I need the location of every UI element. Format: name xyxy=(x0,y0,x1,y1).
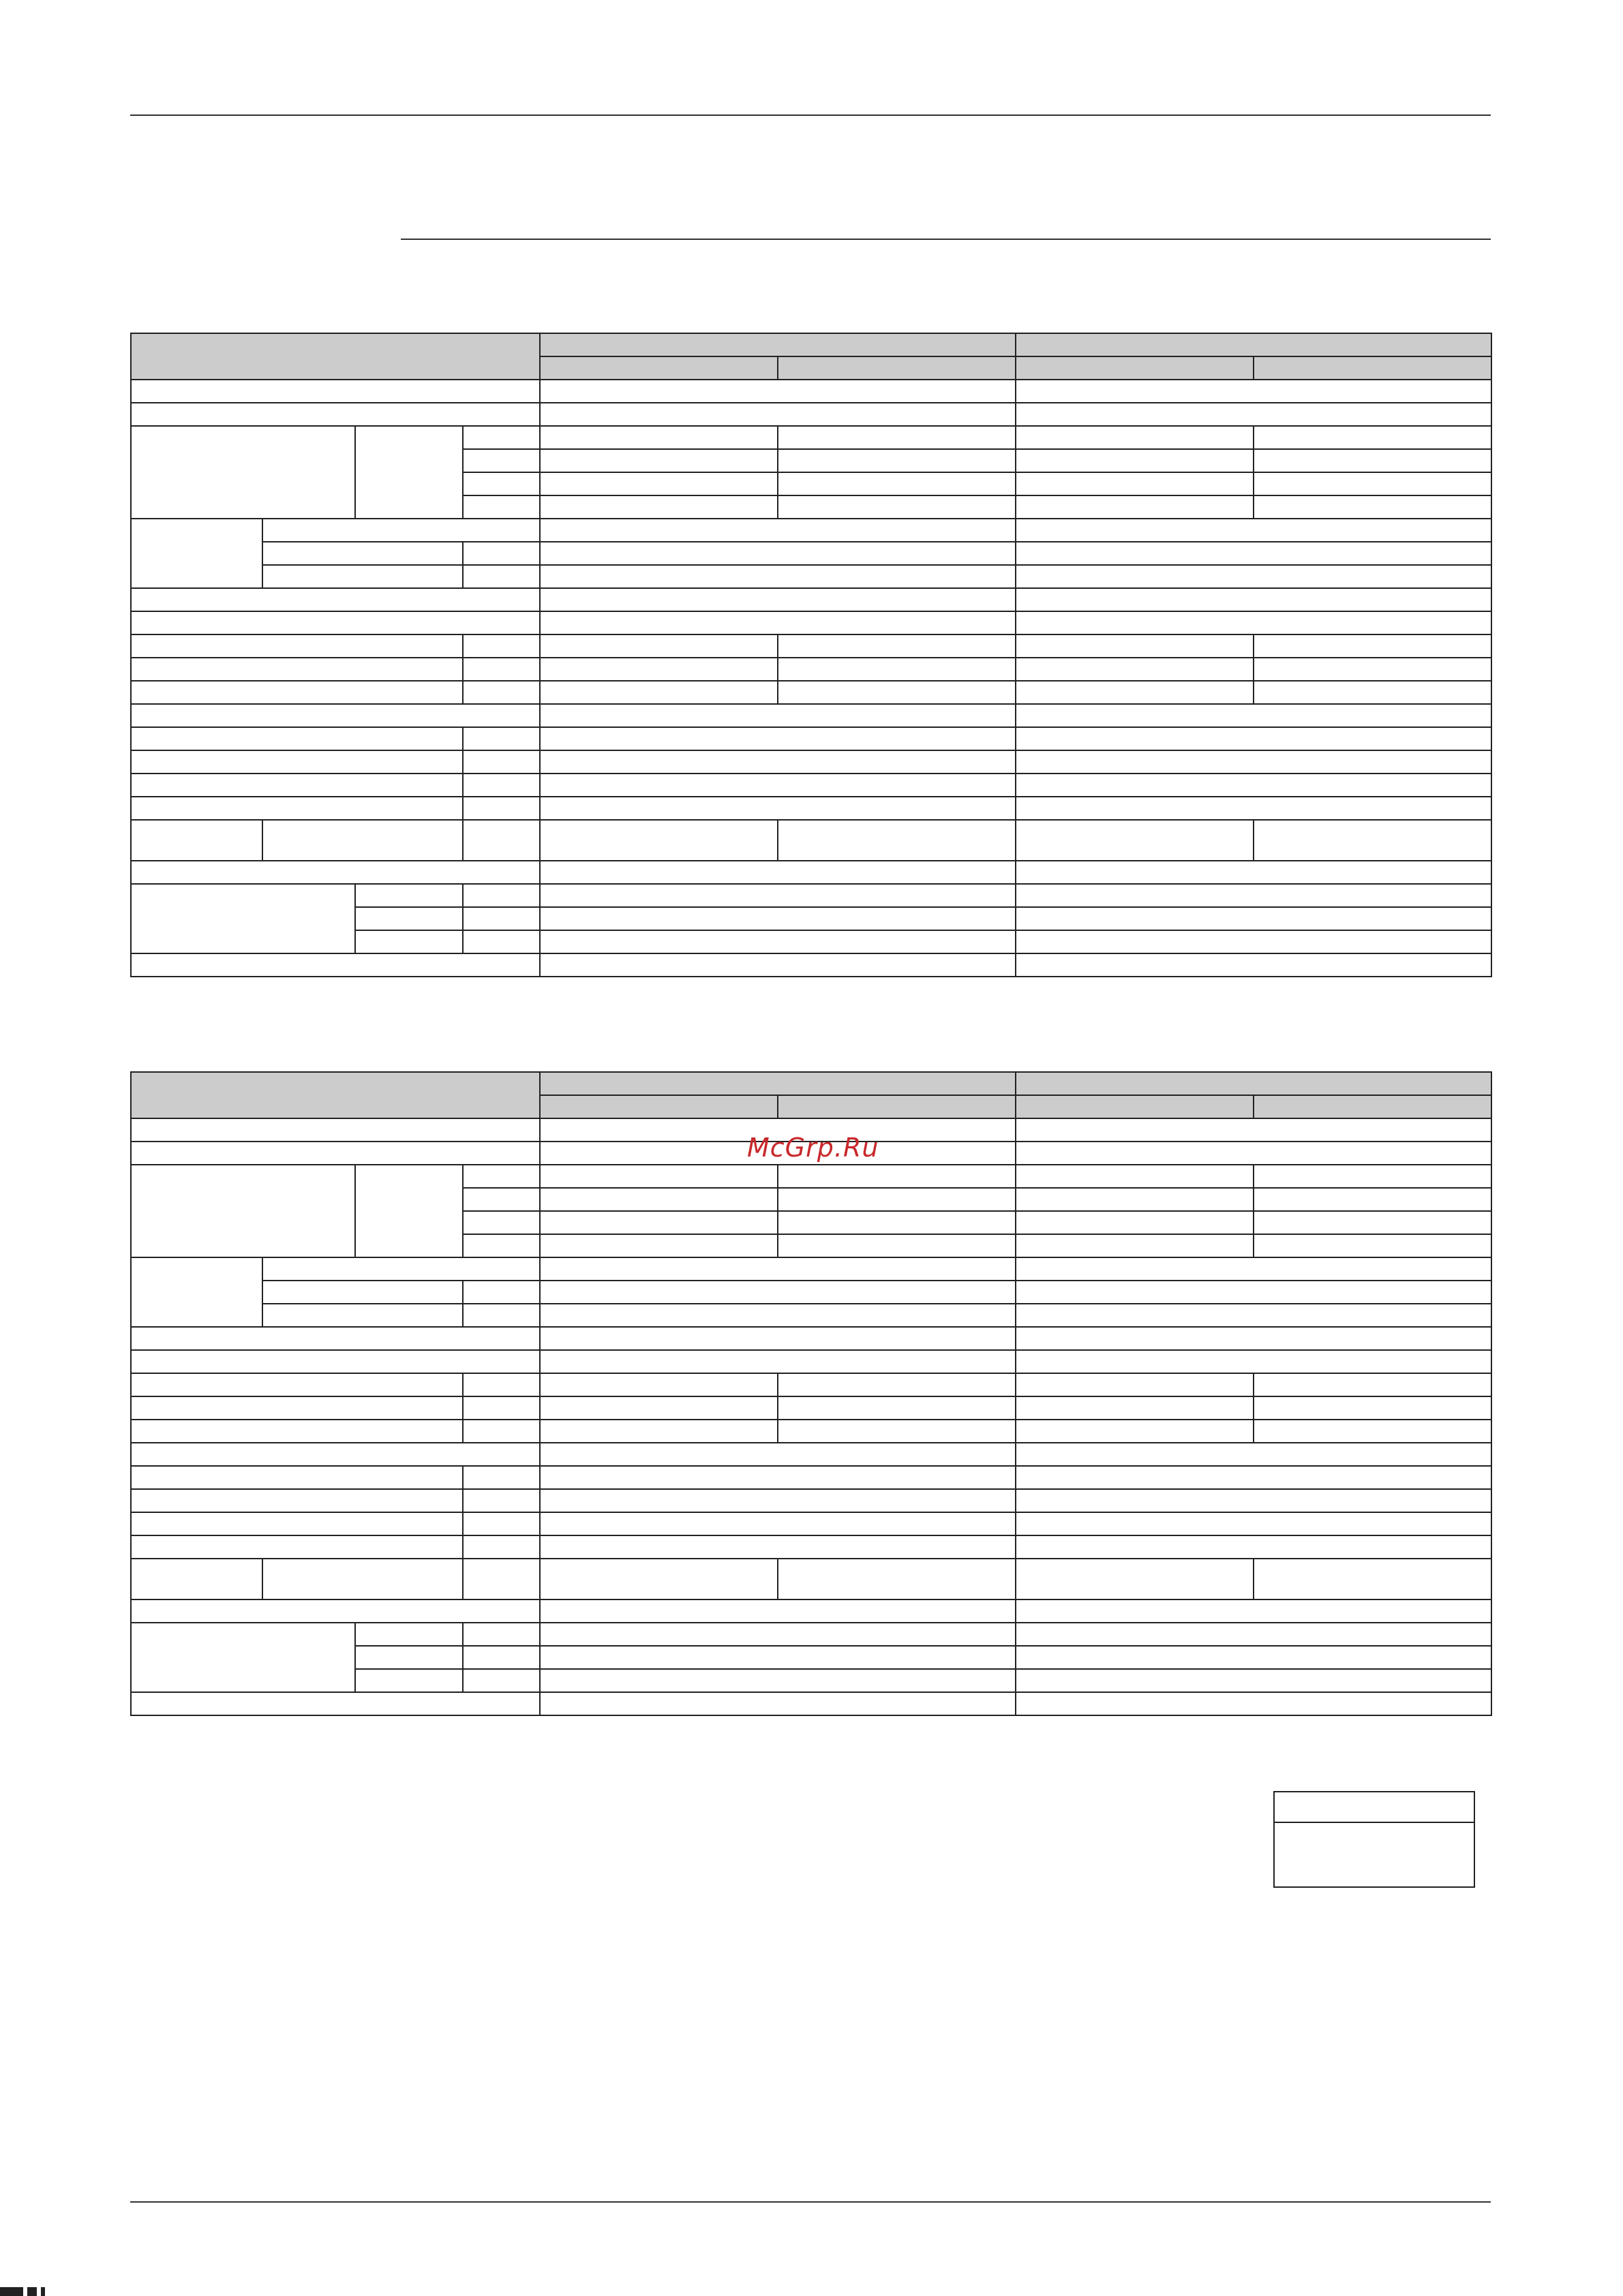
header-model-a xyxy=(540,1072,1016,1095)
table-row xyxy=(131,403,1491,426)
table-row xyxy=(131,611,1491,634)
table-row xyxy=(131,727,1491,750)
table-row xyxy=(131,1489,1491,1512)
table-row xyxy=(131,1443,1491,1466)
table-row xyxy=(131,1396,1491,1420)
table-row xyxy=(131,1466,1491,1489)
table-row xyxy=(131,953,1491,977)
table-row xyxy=(131,1535,1491,1559)
top-rule xyxy=(130,114,1491,116)
header-row xyxy=(131,1072,1491,1095)
table-row xyxy=(131,634,1491,658)
header-model-a xyxy=(540,333,1016,356)
header-label-cell xyxy=(131,1072,540,1118)
header-row xyxy=(131,333,1491,356)
watermark-text: McGrp.Ru xyxy=(747,1133,879,1163)
note-box-divider xyxy=(1275,1822,1474,1823)
table-row xyxy=(131,884,1491,907)
table-row xyxy=(131,542,1491,565)
table-row xyxy=(131,681,1491,704)
table-row xyxy=(131,380,1491,403)
table-row xyxy=(131,704,1491,727)
table-row xyxy=(131,1420,1491,1443)
table-row xyxy=(131,565,1491,588)
table-row xyxy=(131,1623,1491,1646)
header-model-b xyxy=(1016,1072,1491,1095)
table-row xyxy=(131,1559,1491,1599)
header-label-cell xyxy=(131,333,540,380)
table-row xyxy=(131,750,1491,774)
table-row xyxy=(131,1692,1491,1715)
table-row xyxy=(131,1304,1491,1327)
footer-logo-fragment xyxy=(0,2287,48,2296)
table-row xyxy=(131,519,1491,542)
table-row xyxy=(131,820,1491,861)
table-row xyxy=(131,1257,1491,1281)
header-model-b xyxy=(1016,333,1491,356)
table-row xyxy=(131,797,1491,820)
table-row xyxy=(131,1350,1491,1373)
table-row xyxy=(131,426,1491,449)
table-row xyxy=(131,1165,1491,1188)
note-box xyxy=(1273,1791,1475,1888)
table-row xyxy=(131,1373,1491,1396)
table-row xyxy=(131,1599,1491,1623)
table-row xyxy=(131,861,1491,884)
table-row xyxy=(131,1327,1491,1350)
table-row xyxy=(131,658,1491,681)
table-row xyxy=(131,1512,1491,1535)
bottom-rule xyxy=(130,2201,1491,2203)
table-row xyxy=(131,588,1491,611)
spec-table-1 xyxy=(130,333,1492,977)
table-row xyxy=(131,774,1491,797)
title-underline xyxy=(401,239,1491,240)
table-row xyxy=(131,1281,1491,1304)
spec-table-2 xyxy=(130,1071,1492,1716)
